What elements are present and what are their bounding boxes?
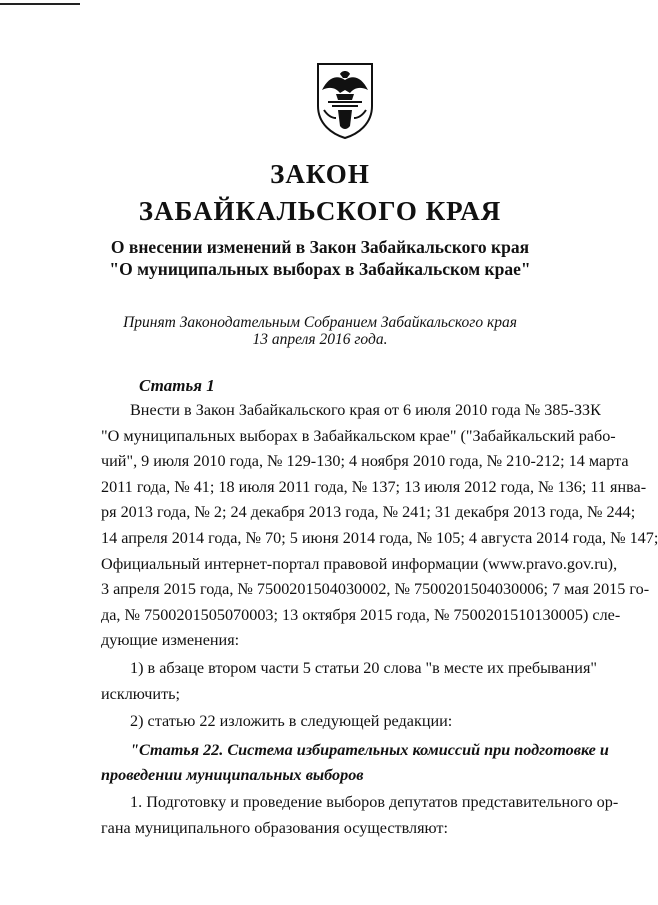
adoption-note-line1: Принят Законодательным Собранием Забайкальского края [123,314,517,331]
article-text-line: ря 2013 года, № 2; 24 декабря 2013 года, № 241; 31 декабря 2013 года, № 244; [101,503,636,521]
article-text-line: дующие изменения: [101,631,240,649]
article-22-heading-line1: "Статья 22. Система избирательных комиссий при подготовке и [130,741,609,759]
coat-of-arms-icon [314,60,376,140]
article-text-line: да, № 7500201505070003; 13 октября 2015 года, № 7500201510130005) сле- [101,606,621,624]
article-text-line: 1. Подготовку и проведение выборов депутатов представительного ор- [130,793,619,811]
document-subtitle-line1: О внесении изменений в Закон Забайкальского края [110,237,530,257]
document-subtitle-line2: "О муниципальных выборах в Забайкальском крае" [109,259,531,279]
article-text-line: 14 апреля 2014 года, № 70; 5 июня 2014 года, № 105; 4 августа 2014 года, № 147; [101,529,658,547]
article-heading: Статья 1 [139,376,215,395]
article-text-line: 1) в абзаце втором части 5 статьи 20 слова "в месте их пребывания" [130,659,598,677]
top-rule [0,3,80,5]
article-text-line: "О муниципальных выборах в Забайкальском крае" ("Забайкальский рабо- [101,427,616,445]
article-text-line: Официальный интернет-портал правовой информации (www.pravo.gov.ru), [101,555,618,573]
article-text-line: 2011 года, № 41; 18 июля 2011 года, № 137; 13 июля 2012 года, № 136; 11 янва- [101,478,647,496]
article-text-line: чий", 9 июля 2010 года, № 129-130; 4 ноября 2010 года, № 210-212; 14 марта [101,452,629,470]
article-text-line: 3 апреля 2015 года, № 7500201504030002, № 7500201504030006; 7 мая 2015 го- [101,580,650,598]
article-text-line: гана муниципального образования осуществляют: [101,819,449,837]
document-title-line1: ЗАКОН [270,159,370,189]
article-22-heading-line2: проведении муниципальных выборов [101,766,364,784]
article-text-line: Внести в Закон Забайкальского края от 6 июля 2010 года № 385-ЗЗК [130,401,601,419]
article-text-line: 2) статью 22 изложить в следующей редакции: [130,712,453,730]
adoption-note-line2: 13 апреля 2016 года. [252,331,388,348]
article-text-line: исключить; [101,685,181,703]
document-title-line2: ЗАБАЙКАЛЬСКОГО КРАЯ [138,196,502,226]
